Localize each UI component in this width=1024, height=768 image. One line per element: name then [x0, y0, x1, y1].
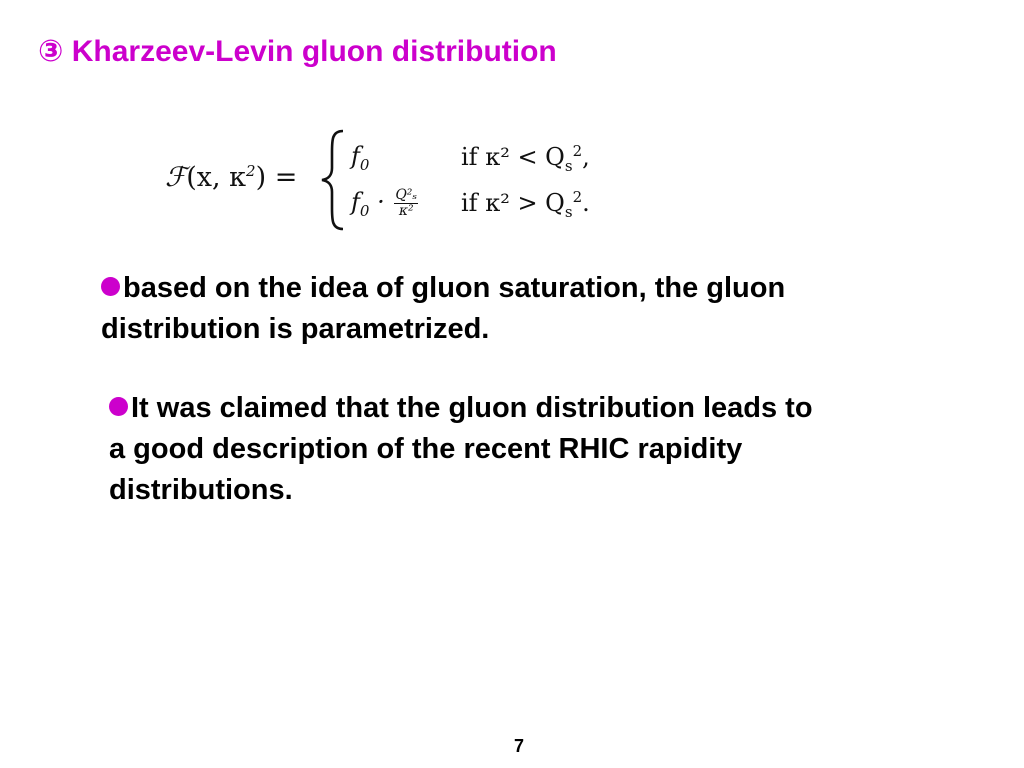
case1-value: $f_0$	[351, 142, 370, 174]
bullet-dot-icon	[101, 277, 120, 296]
bullet-text-line: distributions.	[109, 474, 293, 506]
case2-value: $f_0$ · $\frac{\text{Q²ₛ}}{\text{κ²}}$	[351, 187, 418, 220]
bullet-text-line: distribution is parametrized.	[101, 313, 490, 345]
bullet-text-line: a good description of the recent RHIC rapidity	[109, 433, 743, 465]
page-number: 7	[514, 736, 525, 756]
bullet-text-line: based on the idea of gluon saturation, the gluon	[123, 272, 786, 304]
case1-condition: if $\kappa^2 < Q_s^2$,	[461, 142, 590, 175]
bullet-rhic-description	[109, 388, 989, 511]
case2-fraction: $\frac{\text{Q²ₛ}}{\text{κ²}}$	[395, 187, 418, 219]
formula-lhs	[165, 162, 297, 193]
case2-condition: if $\kappa^2 > Q_s^2$.	[461, 188, 590, 221]
bullet-text-line: It was claimed that the gluon distribution leads to	[131, 392, 813, 424]
left-brace-icon	[317, 128, 351, 232]
slide-title: ③ Kharzeev-Levin gluon distribution	[38, 35, 557, 68]
formula-arguments: (x, κ	[186, 162, 247, 193]
gluon-distribution-formula	[165, 128, 625, 232]
formula-equals: ) =	[255, 162, 298, 193]
formula-function-symbol: ℱ	[165, 162, 187, 193]
bullet-dot-icon	[109, 397, 128, 416]
formula-arguments-exponent: 2	[246, 162, 256, 180]
bullet-gluon-saturation	[101, 268, 961, 350]
